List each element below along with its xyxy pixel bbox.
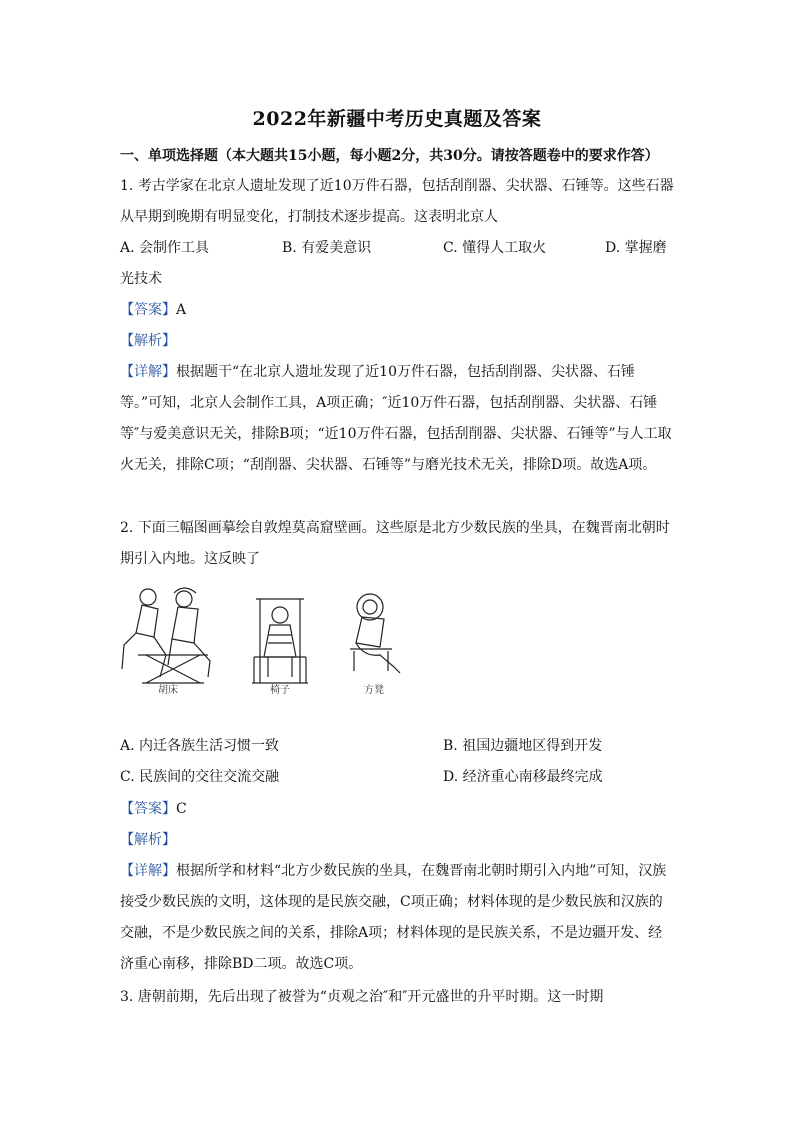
detail-text: 根据题干“在北京人遗址发现了近10万件石器，包括刮削器、尖状器、石锤等。”可知，北京人会制作工具，A项正确；″近10万件石器，包括刮削器、尖状器、石锤等″与爱美意识无关，排除B项；“近10万件石器，包括刮削器、尖状器、石锤等”与人工取火无关，排除C项；“刮削器、尖状器、石锤等”与磨光技术无关，排除D项。故选A项。: [120, 364, 672, 473]
question-2-detail: [120, 856, 676, 980]
answer-tag: 【答案】: [120, 302, 176, 318]
chair-drawing: [252, 599, 308, 683]
page-title: 2022年新疆中考历史真题及答案: [252, 108, 542, 130]
question-2-answer: [120, 794, 676, 825]
hu-chuang-drawing: [122, 588, 210, 683]
question-2-stem: 2. 下面三幅图画摹绘自敦煌莫高窟壁画。这些原是北方少数民族的坐具，在魏晋南北朝时期引入内地。这反映了: [120, 520, 670, 567]
caption-stool: 方凳: [364, 685, 384, 696]
answer-tag: 【答案】: [120, 801, 176, 817]
question-1-option-c: C. 懂得人工取火: [443, 240, 547, 256]
question-1-option-a: A. 会制作工具: [120, 240, 210, 256]
question-1-detail: [120, 357, 676, 481]
detail-tag: 【详解】: [120, 863, 176, 879]
question-2-option-a: A. 内迁各族生活习惯一致: [120, 738, 280, 754]
detail-text: 根据所学和材料“北方少数民族的坐具，在魏晋南北朝时期引入内地”可知，汉族接受少数民族的文明，这体现的是民族交融，C项正确；材料体现的是少数民族和汉族的交融，不是少数民族之间的关系，排除A项；材料体现的是民族关系，不是边疆开发、经济重心南移，排除BD二项。故选C项。: [120, 863, 667, 972]
question-1-stem: 1. 考古学家在北京人遗址发现了近10万件石器，包括刮削器、尖状器、石锤等。这些石器从早期到晚期有明显变化，打制技术逐步提高。这表明北京人: [120, 178, 674, 225]
question-2-option-c: C. 民族间的交往交流交融: [120, 769, 280, 785]
analysis-tag: 【解析】: [120, 333, 176, 349]
answer-value: A: [176, 302, 187, 318]
question-1-analysis: [120, 326, 676, 357]
question-3-stem: 3. 唐朝前期，先后出现了被誉为“贞观之治″和″开元盛世的升平时期。这一时期: [120, 989, 604, 1005]
question-2-analysis: [120, 825, 676, 856]
question-1-option-b: B. 有爱美意识: [282, 240, 372, 256]
seating-illustrations: [118, 585, 418, 697]
answer-value: C: [176, 801, 187, 817]
stool-drawing: [350, 594, 400, 673]
question-2-option-d: D. 经济重心南移最终完成: [443, 769, 603, 785]
question-2-option-b: B. 祖国边疆地区得到开发: [443, 738, 603, 754]
analysis-tag: 【解析】: [120, 832, 176, 848]
detail-tag: 【详解】: [120, 364, 176, 380]
section-heading: 一、单项选择题（本大题共15小题，每小题2分，共30分。请按答题卷中的要求作答）: [120, 148, 659, 164]
caption-chair: 椅子: [270, 685, 290, 696]
question-1-answer: [120, 295, 676, 326]
question-1-option-d: D. 掌握磨光技术: [120, 240, 667, 287]
caption-hu-chuang: 胡床: [158, 685, 178, 696]
